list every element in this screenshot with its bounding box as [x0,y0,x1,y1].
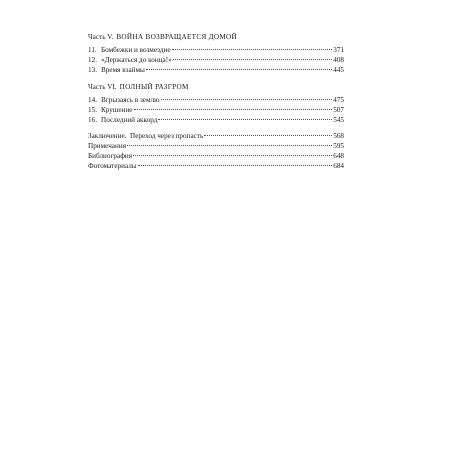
chapter-title: Вгрызаясь в землю [101,96,160,104]
chapter-entry [88,55,344,65]
part-label: Часть V. [88,33,114,41]
dot-leader [158,119,332,120]
chapter-number: 12. [88,56,97,64]
page-number: 648 [333,152,344,160]
dot-leader [138,165,333,166]
part-title: ПОЛНЫЙ РАЗГРОМ [119,83,189,91]
dot-leader [161,99,333,100]
page-number: 545 [333,116,344,124]
page-number: 408 [333,56,344,64]
part-label: Часть VI. [88,83,117,91]
back-matter-title: Заключение. Переход через пропасть [88,132,204,140]
back-matter-entry [88,151,344,161]
chapter-title: «Держаться до конца!» [101,56,172,64]
page-number: 507 [333,106,344,114]
chapter-number: 15. [88,106,97,114]
page-number: 475 [333,96,344,104]
dot-leader [133,155,332,156]
dot-leader [173,59,333,60]
page-number: 445 [333,66,344,74]
back-matter-title: Библиография [88,152,133,160]
back-matter-entry [88,131,344,141]
part-title: ВОЙНА ВОЗВРАЩАЕТСЯ ДОМОЙ [116,33,237,41]
dot-leader [134,109,333,110]
back-matter-entry [88,141,344,151]
chapter-entry [88,65,344,75]
back-matter-title: Фотоматериалы [88,162,137,170]
dot-leader [204,135,332,136]
chapter-title: Последний аккорд [101,116,158,124]
dot-leader [127,145,332,146]
dot-leader [146,69,332,70]
table-of-contents [88,32,344,171]
chapter-list [88,95,344,125]
chapter-title: Бомбежки и возмездие [101,46,171,54]
chapter-number: 11. [88,46,97,54]
part-heading [88,32,344,42]
back-matter-title: Примечания [88,142,126,150]
chapter-title: Время взаймы [101,66,145,74]
chapter-entry [88,45,344,55]
part-heading [88,82,344,92]
spacer [88,75,344,82]
chapter-entry [88,105,344,115]
chapter-title: Крушение [101,106,133,114]
page-number: 568 [333,132,344,140]
chapter-entry [88,95,344,105]
chapter-number: 16. [88,116,97,124]
back-matter-entry [88,161,344,171]
page-number: 684 [333,162,344,170]
chapter-entry [88,115,344,125]
page-number: 371 [333,46,344,54]
chapter-number: 13. [88,66,97,74]
page-number: 595 [333,142,344,150]
chapter-number: 14. [88,96,97,104]
dot-leader [172,49,333,50]
chapter-list [88,45,344,75]
back-matter-list [88,131,344,171]
